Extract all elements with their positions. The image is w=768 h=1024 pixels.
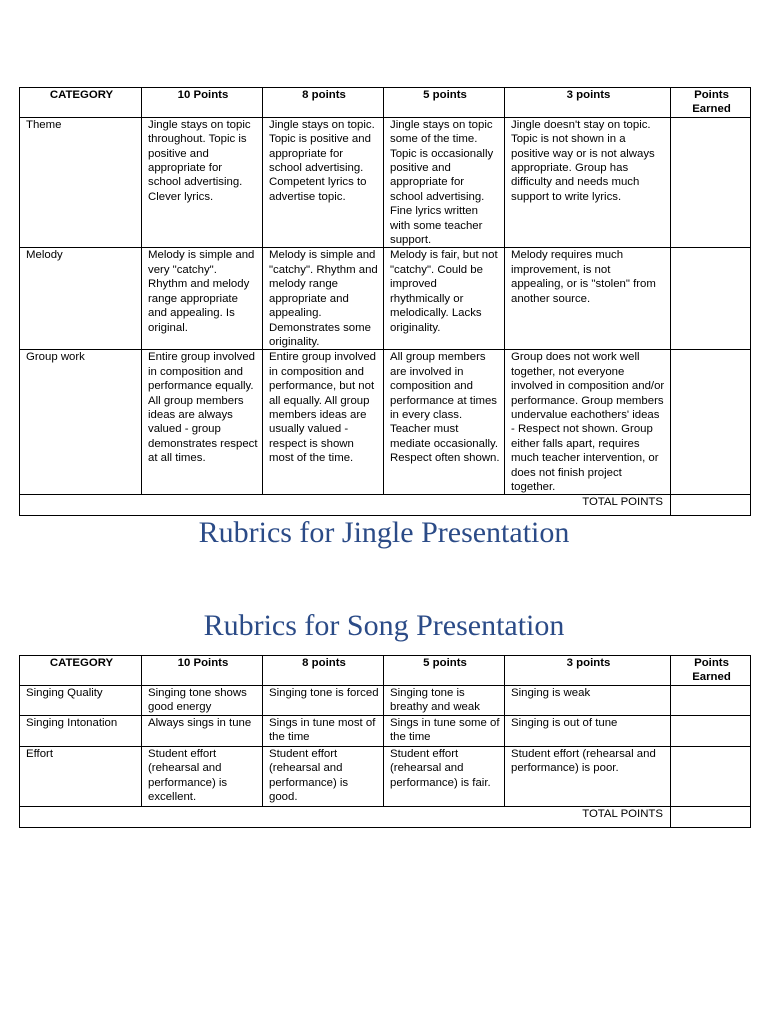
category-cell: Theme bbox=[20, 117, 142, 248]
total-row bbox=[20, 807, 751, 828]
points-earned-cell bbox=[671, 716, 751, 747]
column-header-5-points: 5 points bbox=[384, 88, 505, 118]
criteria-cell: Sings in tune some of the time bbox=[384, 716, 505, 747]
criteria-cell: Entire group involved in composition and performance, but not all equally. All group members ideas are usually valued - respect is shown most of the time. bbox=[263, 350, 384, 495]
criteria-cell: Singing tone is breathy and weak bbox=[384, 686, 505, 716]
category-cell: Singing Intonation bbox=[20, 716, 142, 747]
criteria-cell: Melody is simple and very "catchy". Rhythm and melody range appropriate and appealing. Is original. bbox=[142, 248, 263, 350]
criteria-cell: Melody is fair, but not "catchy". Could be improved rhythmically or melodically. Lacks originality. bbox=[384, 248, 505, 350]
column-header-8-points: 8 points bbox=[263, 656, 384, 686]
column-header-5-points: 5 points bbox=[384, 656, 505, 686]
table-row bbox=[20, 747, 751, 807]
column-header-3-points: 3 points bbox=[505, 656, 671, 686]
table-row bbox=[20, 716, 751, 747]
table-row bbox=[20, 117, 751, 248]
table-row bbox=[20, 248, 751, 350]
table-row bbox=[20, 350, 751, 495]
criteria-cell: Jingle doesn't stay on topic. Topic is not shown in a positive way or is not always appropriate. Group has difficulty and needs much support to write lyrics. bbox=[505, 117, 671, 248]
criteria-cell: All group members are involved in composition and performance at times in every class. Teacher must mediate occasionally. Respect often shown. bbox=[384, 350, 505, 495]
points-earned-cell bbox=[671, 747, 751, 807]
criteria-cell: Sings in tune most of the time bbox=[263, 716, 384, 747]
points-earned-cell bbox=[671, 117, 751, 248]
total-row bbox=[20, 495, 751, 516]
column-header-3-points: 3 points bbox=[505, 88, 671, 118]
criteria-cell: Student effort (rehearsal and performance) is poor. bbox=[505, 747, 671, 807]
total-points-label: TOTAL POINTS bbox=[20, 495, 671, 516]
column-header-category: CATEGORY bbox=[20, 88, 142, 118]
criteria-cell: Group does not work well together, not everyone involved in composition and/or performance. Group members undervalue eachothers' ideas - Respect not shown. Group either falls apart, requires much teacher intervention, or does not finish project together. bbox=[505, 350, 671, 495]
points-earned-cell bbox=[671, 686, 751, 716]
column-header-points-earned: Points Earned bbox=[671, 656, 751, 686]
criteria-cell: Singing is out of tune bbox=[505, 716, 671, 747]
criteria-cell: Jingle stays on topic some of the time. Topic is occasionally positive and appropriate for school advertising. Fine lyrics written with some teacher support. bbox=[384, 117, 505, 248]
criteria-cell: Singing tone shows good energy bbox=[142, 686, 263, 716]
total-points-cell bbox=[671, 807, 751, 828]
column-header-10-points: 10 Points bbox=[142, 656, 263, 686]
header-row bbox=[20, 656, 751, 686]
jingle-rubric-table bbox=[19, 87, 751, 516]
category-cell: Singing Quality bbox=[20, 686, 142, 716]
category-cell: Melody bbox=[20, 248, 142, 350]
points-earned-cell bbox=[671, 350, 751, 495]
header-row bbox=[20, 88, 751, 118]
criteria-cell: Entire group involved in composition and performance equally. All group members ideas are always valued - group demonstrates respect at all times. bbox=[142, 350, 263, 495]
song-rubric-table bbox=[19, 655, 751, 828]
total-points-label: TOTAL POINTS bbox=[20, 807, 671, 828]
category-cell: Group work bbox=[20, 350, 142, 495]
category-cell: Effort bbox=[20, 747, 142, 807]
criteria-cell: Melody requires much improvement, is not appealing, or is "stolen" from another source. bbox=[505, 248, 671, 350]
table-row bbox=[20, 686, 751, 716]
criteria-cell: Always sings in tune bbox=[142, 716, 263, 747]
criteria-cell: Student effort (rehearsal and performance) is fair. bbox=[384, 747, 505, 807]
column-header-10-points: 10 Points bbox=[142, 88, 263, 118]
criteria-cell: Jingle stays on topic throughout. Topic is positive and appropriate for school advertising. Clever lyrics. bbox=[142, 117, 263, 248]
jingle-rubric-heading: Rubrics for Jingle Presentation bbox=[198, 516, 570, 549]
criteria-cell: Student effort (rehearsal and performance) is good. bbox=[263, 747, 384, 807]
total-points-cell bbox=[671, 495, 751, 516]
criteria-cell: Singing is weak bbox=[505, 686, 671, 716]
column-header-8-points: 8 points bbox=[263, 88, 384, 118]
column-header-points-earned: Points Earned bbox=[671, 88, 751, 118]
column-header-category: CATEGORY bbox=[20, 656, 142, 686]
points-earned-cell bbox=[671, 248, 751, 350]
song-rubric-heading: Rubrics for Song Presentation bbox=[203, 609, 565, 642]
criteria-cell: Melody is simple and "catchy". Rhythm and melody range appropriate and appealing. Demonstrates some originality. bbox=[263, 248, 384, 350]
criteria-cell: Singing tone is forced bbox=[263, 686, 384, 716]
criteria-cell: Student effort (rehearsal and performance) is excellent. bbox=[142, 747, 263, 807]
criteria-cell: Jingle stays on topic. Topic is positive and appropriate for school advertising. Competent lyrics to advertise topic. bbox=[263, 117, 384, 248]
